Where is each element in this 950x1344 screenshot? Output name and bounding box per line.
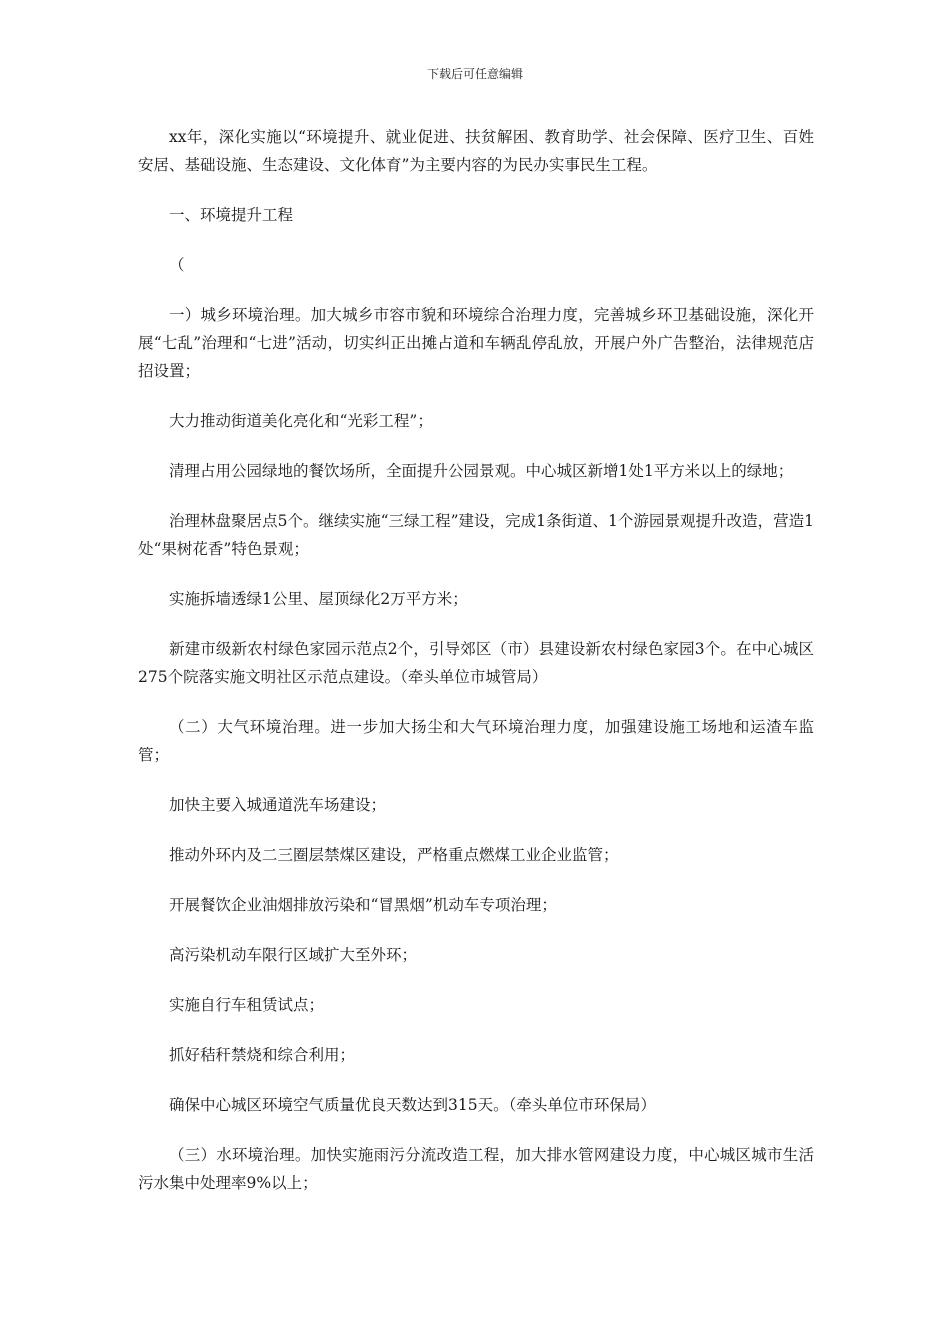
paragraph-coal-ban: 推动外环内及二三圈层禁煤区建设，严格重点燃煤工业企业监管； bbox=[169, 846, 619, 864]
paragraph-open-paren: （ bbox=[169, 256, 185, 274]
paragraph-park-greenland: 清理占用公园绿地的餐饮场所，全面提升公园景观。中心城区新增1处1平方米以上的绿地； bbox=[169, 462, 794, 480]
paragraph-intro: xx年，深化实施以“环境提升、就业促进、扶贫解困、教育助学、社会保障、医疗卫生、百姓安居、基础设施、生态建设、文化体育”为主要内容的为民办实事民生工程。 bbox=[138, 128, 814, 174]
document-body bbox=[138, 123, 814, 1219]
paragraph-straw-burning: 抓好秸秆禁烧和综合利用； bbox=[169, 1046, 356, 1064]
paragraph-street-lighting: 大力推动街道美化亮化和“光彩工程”； bbox=[169, 412, 433, 430]
paragraph-fume-control: 开展餐饮企业油烟排放污染和“冒黑烟”机动车专项治理； bbox=[169, 896, 557, 914]
paragraph-air-quality: 确保中心城区环境空气质量优良天数达到315天。（牵头单位市环保局） bbox=[169, 1096, 656, 1114]
paragraph-urban-rural-environment: 一）城乡环境治理。加大城乡市容市貌和环境综合治理力度，完善城乡环卫基础设施，深化开展“七乱”治理和“七进”活动，切实纠正出摊占道和车辆乱停乱放，开展户外广告整治，法律规范店招设置； bbox=[138, 306, 814, 380]
paragraph-water-environment: （三）水环境治理。加快实施雨污分流改造工程，加大排水管网建设力度，中心城区城市生活污水集中处理率9%以上； bbox=[138, 1146, 814, 1192]
page-header: 下载后可任意编辑 bbox=[426, 67, 523, 81]
paragraph-forest-settlements: 治理林盘聚居点5个。继续实施“三绿工程”建设，完成1条街道、1个游园景观提升改造，营造1处“果树花香”特色景观； bbox=[138, 512, 814, 558]
section-heading-environment: 一、环境提升工程 bbox=[169, 206, 294, 224]
paragraph-air-environment: （二）大气环境治理。进一步加大扬尘和大气环境治理力度，加强建设施工场地和运渣车监管； bbox=[138, 718, 814, 764]
paragraph-car-wash: 加快主要入城通道洗车场建设； bbox=[169, 796, 387, 814]
paragraph-green-homes: 新建市级新农村绿色家园示范点2个，引导郊区（市）县建设新农村绿色家园3个。在中心城区275个院落实施文明社区示范点建设。（牵头单位市城管局） bbox=[138, 640, 814, 686]
paragraph-bike-rental: 实施自行车租赁试点； bbox=[169, 996, 325, 1014]
paragraph-wall-greening: 实施拆墙透绿1公里、屋顶绿化2万平方米； bbox=[169, 590, 468, 608]
paragraph-vehicle-restriction: 高污染机动车限行区域扩大至外环； bbox=[169, 946, 418, 964]
